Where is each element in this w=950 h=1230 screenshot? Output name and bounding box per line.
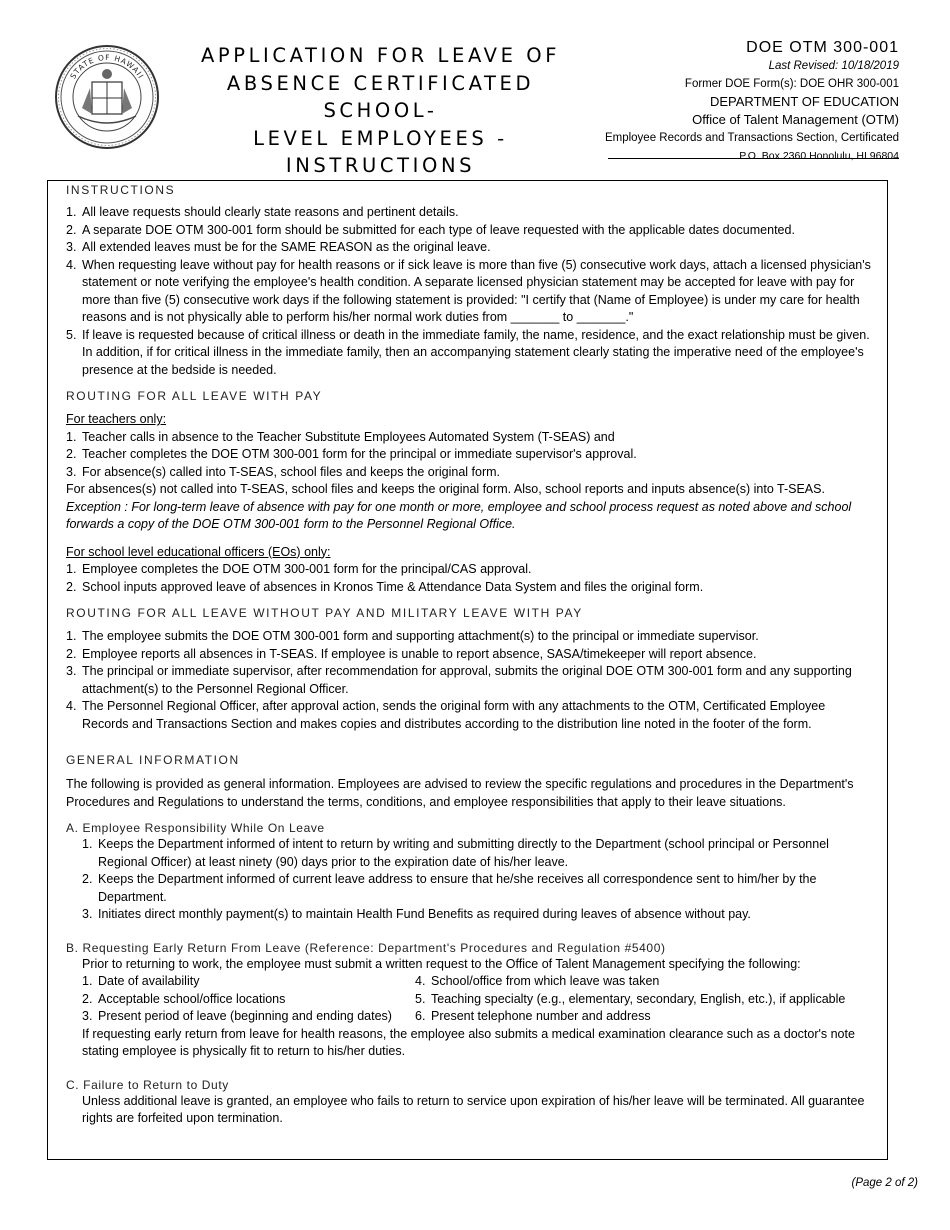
section-b-list bbox=[66, 973, 873, 1026]
form-code: DOE OTM 300-001 bbox=[746, 39, 899, 56]
list-item: 1. Teacher calls in absence to the Teacher Substitute Employees Automated System (T-SEAS) and bbox=[66, 429, 615, 444]
document-title bbox=[168, 42, 593, 180]
mailing-address: P.O. Box 2360 Honolulu, HI 96804 bbox=[739, 150, 899, 162]
list-item: 1. Employee completes the DOE OTM 300-001 form for the principal/CAS approval. bbox=[66, 562, 532, 576]
list-item: 3. For absence(s) called into T-SEAS, school files and keeps the original form. bbox=[66, 464, 501, 479]
list-item: 1. Date of availability bbox=[82, 974, 200, 988]
page-number: (Page 2 of 2) bbox=[851, 1177, 918, 1189]
state-seal-icon bbox=[54, 44, 160, 150]
section-b-outro: If requesting early return from leave for health reasons, the employee also submits a medical examination clearance such as a doctor's note stating employee is physically fit to return to his/her duties. bbox=[82, 1026, 855, 1058]
list-item: 2. Acceptable school/office locations bbox=[82, 991, 286, 1006]
teachers-label: For teachers only: bbox=[66, 412, 167, 426]
former-forms: Former DOE Form(s): DOE OHR 300-001 bbox=[684, 78, 899, 90]
instructions-list bbox=[66, 204, 873, 379]
department-name: DEPARTMENT OF EDUCATION bbox=[710, 94, 899, 109]
routing-with-pay-heading: ROUTING FOR ALL LEAVE WITH PAY bbox=[66, 389, 323, 403]
title-line: INSTRUCTIONS bbox=[285, 154, 476, 177]
list-item: 2. Employee reports all absences in T-SEAS. If employee is unable to report absence, SASA/timekeeper will report absence. bbox=[66, 646, 757, 661]
eos-list bbox=[66, 561, 873, 596]
not-called-note: For absences(s) not called into T-SEAS, school files and keeps the original form. Also, school reports and inputs absence(s) into T-SEAS. bbox=[66, 482, 825, 496]
list-item: 4. When requesting leave without pay for health reasons or if sick leave is more than five (5) consecutive work days, attach a licensed physician's statement or note verifying the employee's health condition. A separate licensed physician statement may be accepted for leave with pay for more than five (5) consecutive work days if the following statement is provided: "I certify that (Name of Employee) is under my care for health reasons and is not physically able to perform his/her normal work duties from _______ to _______." bbox=[66, 257, 871, 324]
list-item: 2. School inputs approved leave of absences in Kronos Time & Attendance Data System and files the original form. bbox=[66, 579, 704, 594]
list-item: 1. All leave requests should clearly state reasons and pertinent details. bbox=[66, 205, 459, 219]
office-name: Office of Talent Management (OTM) bbox=[692, 112, 899, 127]
list-item: 2. Keeps the Department informed of current leave address to ensure that he/she receives all correspondence sent to him/her by the Department. bbox=[82, 872, 817, 904]
list-item: 3. Present period of leave (beginning and ending dates) bbox=[82, 1009, 392, 1023]
title-line: LEVEL EMPLOYEES - bbox=[253, 126, 508, 150]
section-a-heading: A. Employee Responsibility While On Leave bbox=[66, 821, 325, 835]
last-revised: Last Revised: 10/18/2019 bbox=[768, 60, 899, 72]
list-item: 2. Teacher completes the DOE OTM 300-001 form for the principal or immediate supervisor's approval. bbox=[66, 447, 637, 461]
title-line: APPLICATION FOR LEAVE OF bbox=[200, 44, 561, 67]
list-item: 2. A separate DOE OTM 300-001 form should be submitted for each type of leave requested with the applicable dates documented. bbox=[66, 222, 795, 237]
seal-text: STATE OF HAWAII bbox=[68, 52, 146, 81]
instructions-heading: INSTRUCTIONS bbox=[66, 183, 176, 197]
section-b-heading: B. Requesting Early Return From Leave (Reference: Department's Procedures and Regulation #5400) bbox=[66, 940, 666, 955]
list-item: 4. The Personnel Regional Officer, after approval action, sends the original form with any attachments to the OTM, Certificated Employee Records and Transactions Section and makes copies and distributes according to the distribution line noted in the footer of the form. bbox=[66, 699, 826, 731]
list-item: 6. Present telephone number and address bbox=[415, 1009, 651, 1023]
without-pay-list bbox=[66, 628, 873, 733]
section-c-heading: C. Failure to Return to Duty bbox=[66, 1077, 229, 1092]
teachers-list bbox=[66, 429, 873, 482]
routing-without-pay-heading: ROUTING FOR ALL LEAVE WITHOUT PAY AND MILITARY LEAVE WITH PAY bbox=[66, 606, 583, 620]
list-item: 1. Keeps the Department informed of intent to return by writing and submitting directly to the Department (school principal or Personnel Regional Officer) at least ninety (90) days prior to the expiration date of his/her leave. bbox=[82, 837, 829, 869]
section-b-intro: Prior to returning to work, the employee must submit a written request to the Office of Talent Management specifying the following: bbox=[82, 956, 801, 971]
section-name: Employee Records and Transactions Section, Certificated bbox=[604, 132, 899, 144]
exception-note: Exception : For long-term leave of absence with pay for one month or more, employee and school process request as noted above and school forwards a copy of the DOE OTM 300-001 form to the Personnel Regional Office. bbox=[66, 499, 852, 531]
eos-label: For school level educational officers (EOs) only: bbox=[66, 544, 331, 559]
list-item: 5. If leave is requested because of critical illness or death in the immediate family, the name, residence, and the exact relationship must be given. In addition, if for critical illness in the immediate family, then an accompanying statement clearly stating the imperative need of the employee's presence at the bedside is needed. bbox=[66, 327, 870, 377]
list-item: 3. Initiates direct monthly payment(s) to maintain Health Fund Benefits as required during leaves of absence without pay. bbox=[82, 907, 751, 921]
section-c-text: Unless additional leave is granted, an employee who fails to return to service upon expiration of his/her leave will be terminated. All guarantee rights are forfeited upon termination. bbox=[82, 1093, 865, 1125]
instructions-box bbox=[47, 180, 888, 1160]
general-info-heading: GENERAL INFORMATION bbox=[66, 753, 240, 767]
section-a-list bbox=[66, 836, 873, 924]
list-item: 3. All extended leaves must be for the SAME REASON as the original leave. bbox=[66, 240, 491, 254]
list-item: 4. School/office from which leave was taken bbox=[415, 974, 660, 988]
header-divider bbox=[608, 158, 899, 159]
general-intro: The following is provided as general information. Employees are advised to review the specific regulations and procedures in the Department's Procedures and Regulations to understand the terms, conditions, and employee responsibilities that apply to their leave situations. bbox=[66, 777, 854, 809]
form-header-info bbox=[539, 38, 899, 165]
list-item: 5. Teaching specialty (e.g., elementary, secondary, English, etc.), if applicable bbox=[415, 991, 846, 1006]
title-line: ABSENCE CERTIFICATED SCHOOL- bbox=[226, 71, 535, 122]
list-item: 3. The principal or immediate supervisor, after recommendation for approval, submits the original DOE OTM 300-001 form and any supporting attachment(s) to the Personnel Regional Officer. bbox=[66, 664, 852, 696]
list-item: 1. The employee submits the DOE OTM 300-001 form and supporting attachment(s) to the principal or immediate supervisor. bbox=[66, 629, 759, 643]
